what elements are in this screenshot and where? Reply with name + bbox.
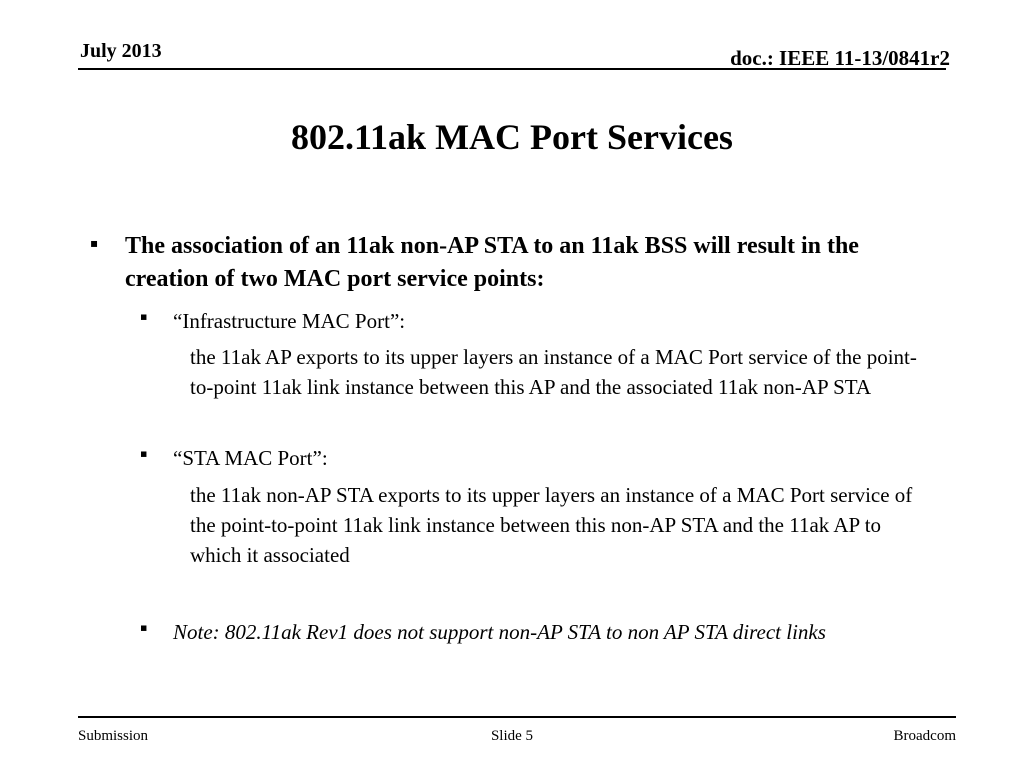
square-bullet-icon: ▪: [90, 236, 99, 250]
square-bullet-icon: ▪: [140, 447, 148, 460]
main-bullet-text: The association of an 11ak non-AP STA to an 11ak BSS will result in the creation of two MAC port service points:: [125, 233, 859, 292]
header-doc-id: doc.: IEEE 11-13/0841r2: [730, 46, 950, 70]
sta-description: the 11ak non-AP STA exports to its upper layers an instance of a MAC Port service of the point-to-point 11ak link instance between this non-AP STA and the 11ak AP to which it associated: [190, 483, 913, 567]
header-date: July 2013: [80, 40, 162, 62]
slide-title: 802.11ak MAC Port Services: [291, 117, 733, 157]
main-bullet: [90, 230, 950, 296]
sub-bullet-sta: [140, 443, 943, 473]
square-bullet-icon: ▪: [140, 621, 148, 634]
footer-company: Broadcom: [893, 728, 956, 744]
sub-bullet-infrastructure: [140, 306, 943, 336]
note-text: Note: 802.11ak Rev1 does not support non-AP STA to non AP STA direct links: [173, 620, 826, 644]
infrastructure-label: “Infrastructure MAC Port”:: [173, 309, 406, 333]
sub-bullet-note: [140, 617, 943, 647]
infrastructure-description: the 11ak AP exports to its upper layers an instance of a MAC Port service of the point-to-point 11ak link instance between this AP and the associated 11ak non-AP STA: [190, 345, 917, 399]
sta-label: “STA MAC Port”:: [173, 446, 328, 470]
footer-submission: Submission: [78, 728, 149, 744]
square-bullet-icon: ▪: [140, 310, 148, 323]
footer-divider: [78, 716, 956, 718]
footer-slide-number: Slide 5: [490, 728, 534, 744]
